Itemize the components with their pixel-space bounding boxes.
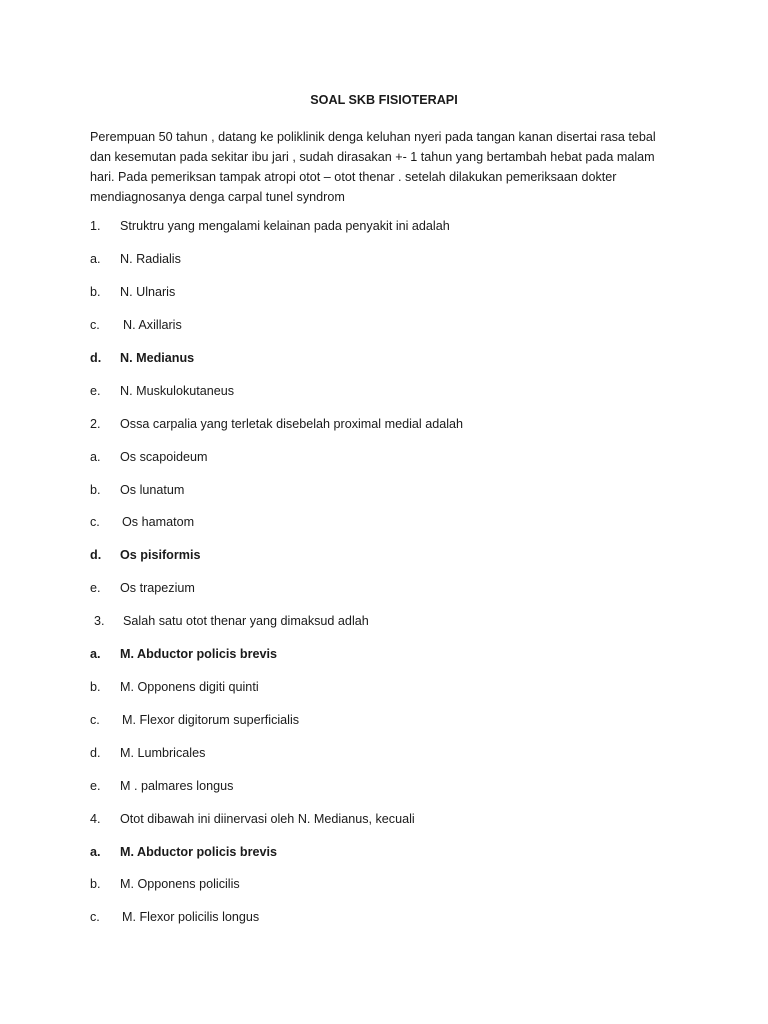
option-text: M. Flexor policilis longus [122, 910, 260, 924]
option-marker: b. [90, 285, 101, 299]
option-text: N. Medianus [120, 351, 195, 365]
option-text: M . palmares longus [120, 779, 234, 793]
option-marker: a. [90, 252, 101, 266]
option-text: M. Abductor policis brevis [120, 845, 277, 859]
option-marker: c. [90, 713, 100, 727]
question-text: Otot dibawah ini diinervasi oleh N. Medianus, kecuali [120, 812, 415, 826]
option-marker: a. [90, 450, 101, 464]
question-text: Struktru yang mengalami kelainan pada penyakit ini adalah [120, 219, 450, 233]
option-marker: e. [90, 384, 101, 398]
option-text: Os pisiformis [120, 548, 201, 562]
option-text: M. Flexor digitorum superficialis [122, 713, 300, 727]
option-marker: a. [90, 845, 101, 859]
question-number: 4. [90, 812, 101, 826]
option-text: Os hamatom [122, 515, 195, 529]
option-text: N. Radialis [120, 252, 181, 266]
option-marker: a. [90, 647, 101, 661]
case-description [90, 127, 680, 207]
option-marker: e. [90, 779, 101, 793]
option-marker: b. [90, 483, 101, 497]
option-text: Os scapoideum [120, 450, 208, 464]
question-number: 2. [90, 417, 101, 431]
option-text: Os trapezium [120, 581, 195, 595]
option-text: M. Opponens policilis [120, 877, 240, 891]
question-number: 3. [94, 614, 105, 628]
option-text: N. Muskulokutaneus [120, 384, 235, 398]
option-marker: d. [90, 351, 102, 365]
option-text: M. Abductor policis brevis [120, 647, 277, 661]
question-text: Ossa carpalia yang terletak disebelah proximal medial adalah [120, 417, 464, 431]
option-marker: d. [90, 548, 102, 562]
option-text: M. Opponens digiti quinti [120, 680, 259, 694]
question-number: 1. [90, 219, 101, 233]
option-marker: c. [90, 515, 100, 529]
option-marker: d. [90, 746, 101, 760]
case-line: dan kesemutan pada sekitar ibu jari , sudah dirasakan +- 1 tahun yang bertambah hebat pada malam [90, 150, 655, 164]
option-text: M. Lumbricales [120, 746, 206, 760]
option-marker: c. [90, 318, 100, 332]
question-text: Salah satu otot thenar yang dimaksud adlah [123, 614, 369, 628]
option-text: Os lunatum [120, 483, 185, 497]
option-text: N. Ulnaris [120, 285, 176, 299]
option-marker: c. [90, 910, 100, 924]
option-marker: b. [90, 877, 101, 891]
case-line: mendiagnosanya denga carpal tunel syndrom [90, 190, 345, 204]
case-line: hari. Pada pemeriksan tampak atropi otot – otot thenar . setelah dilakukan pemeriksaan dokter [90, 170, 617, 184]
option-marker: b. [90, 680, 101, 694]
option-text: N. Axillaris [123, 318, 182, 332]
document-title: SOAL SKB FISIOTERAPI [310, 93, 458, 107]
option-marker: e. [90, 581, 101, 595]
case-line: Perempuan 50 tahun , datang ke poliklinik denga keluhan nyeri pada tangan kanan disertai rasa tebal [90, 130, 656, 144]
